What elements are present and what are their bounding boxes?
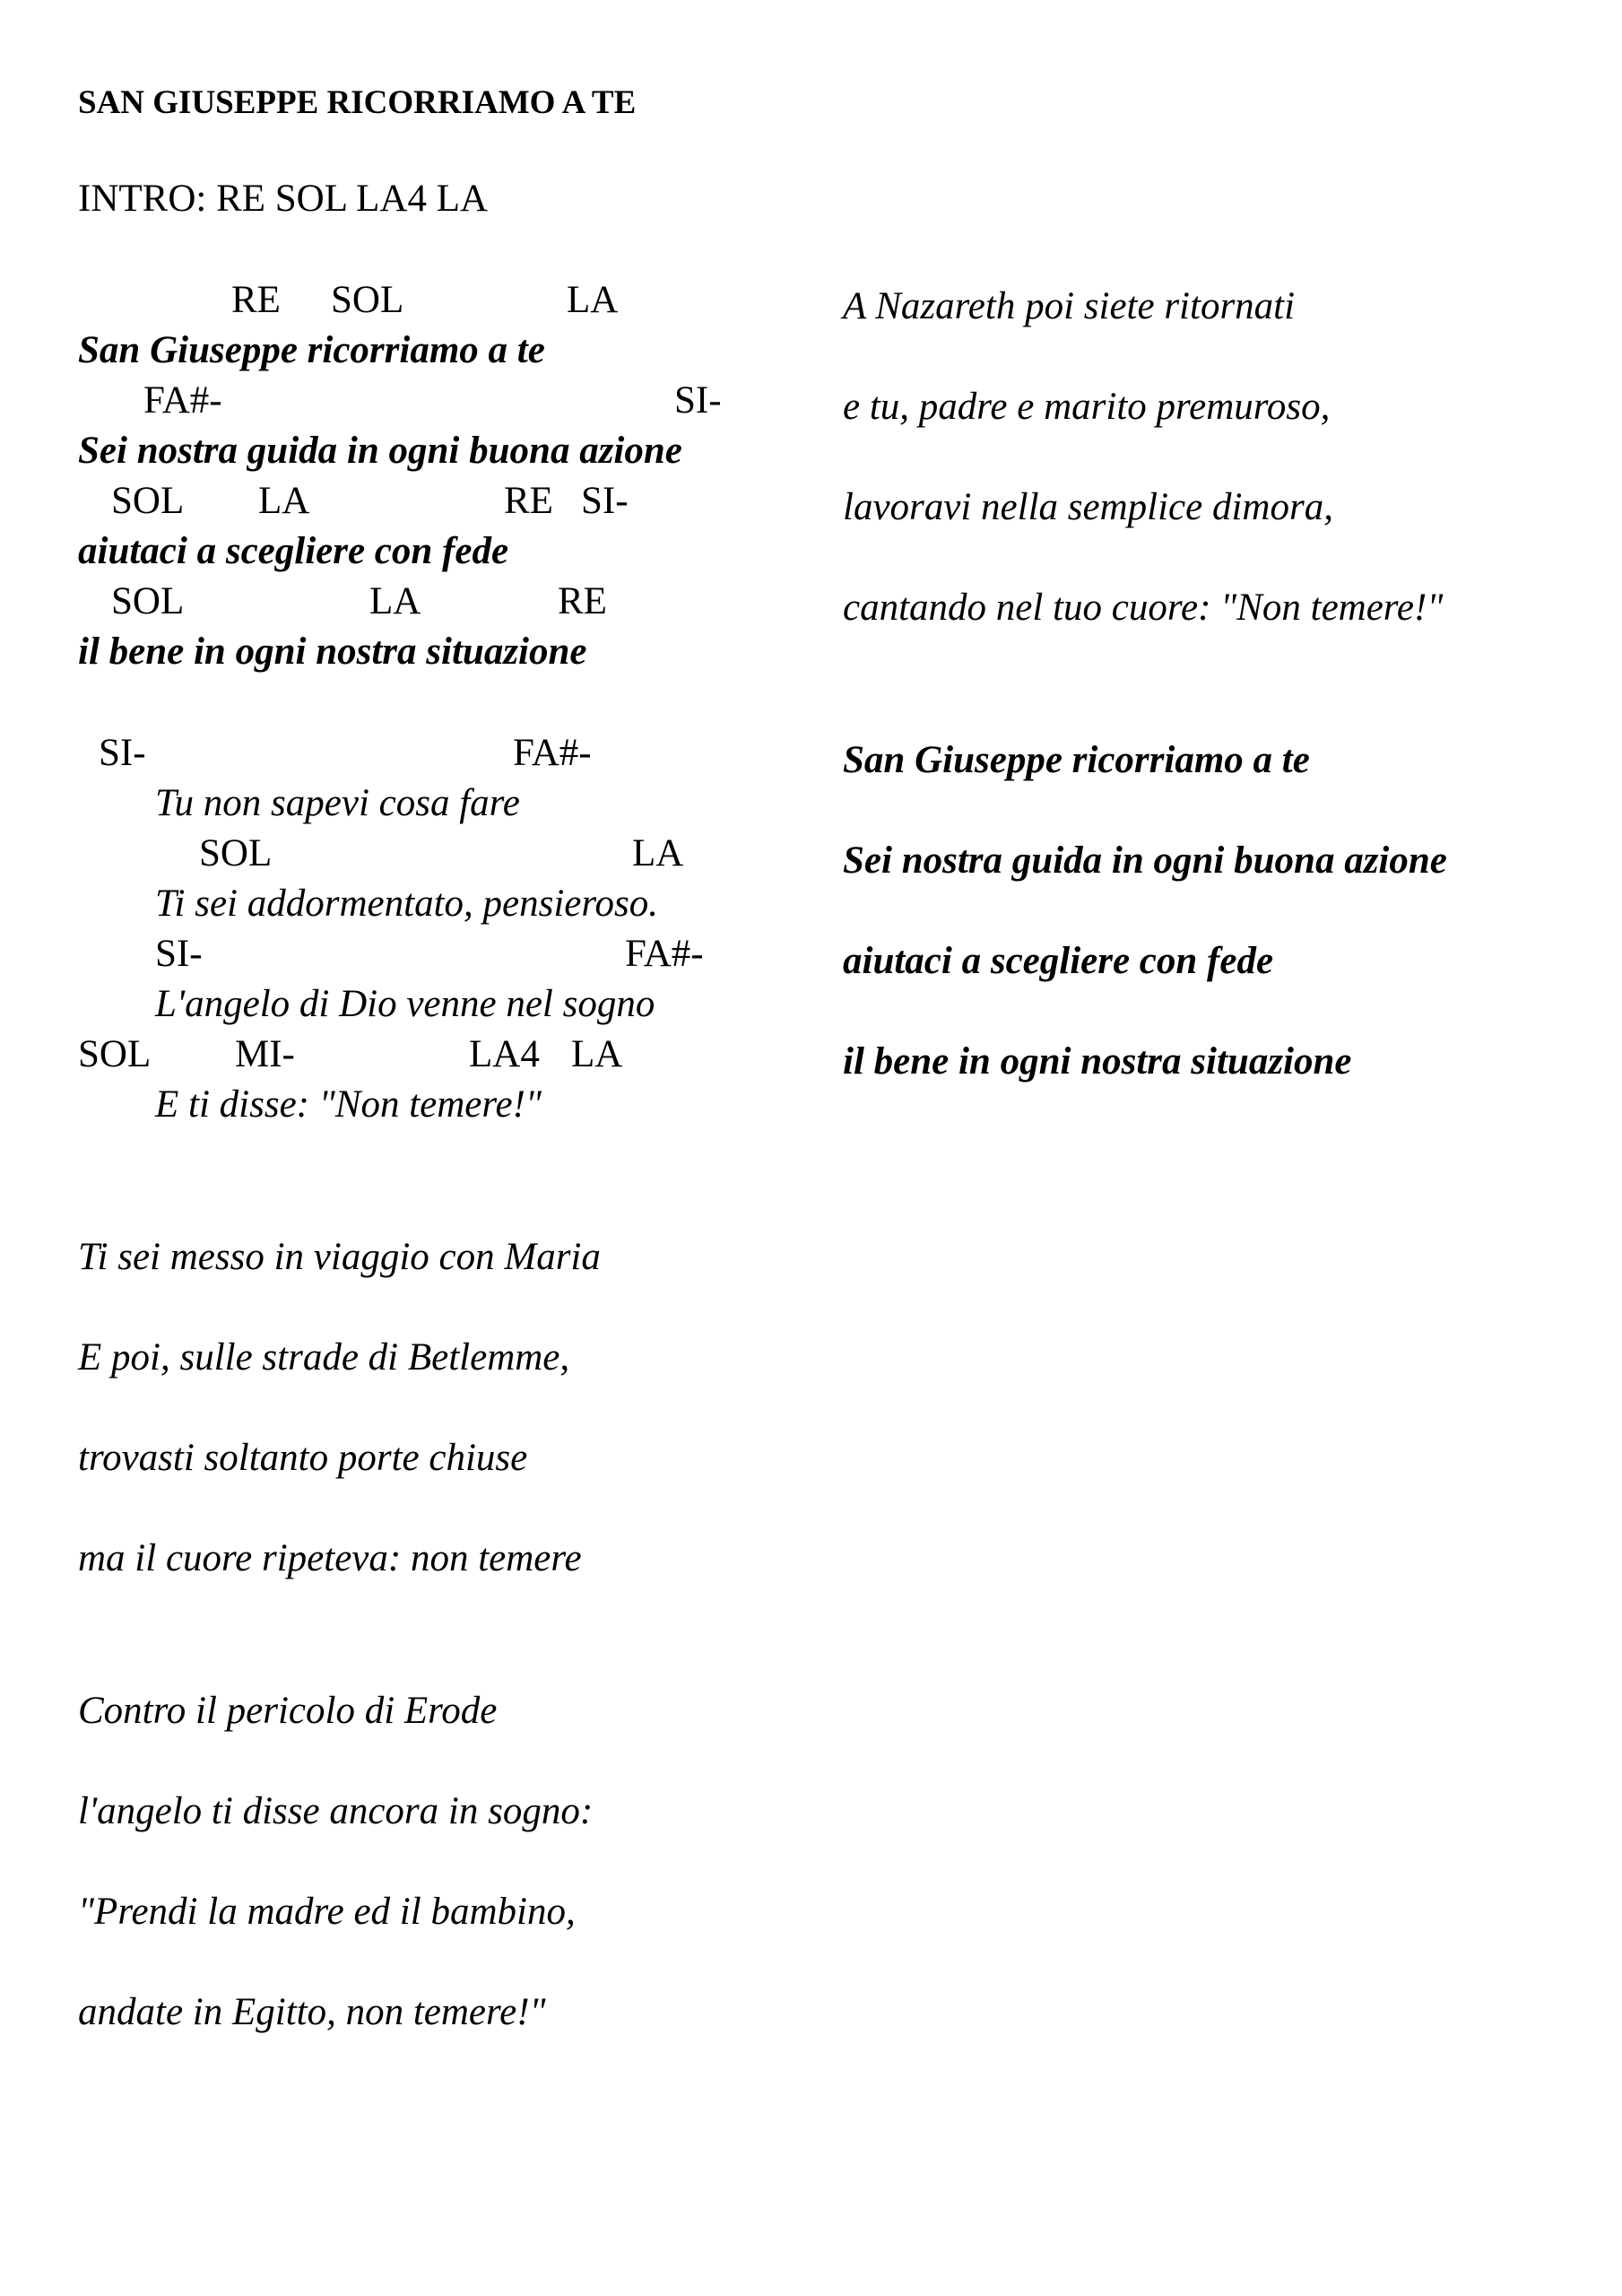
chord: SI- xyxy=(581,480,629,522)
chord: SI- xyxy=(99,732,146,774)
lyric-line: lavoravi nella semplice dimora, xyxy=(843,486,1333,528)
lyric-line: San Giuseppe ricorriamo a te xyxy=(78,329,545,371)
lyric-line: aiutaci a scegliere con fede xyxy=(843,940,1274,982)
chord: RE xyxy=(558,580,607,622)
chord: SOL xyxy=(111,480,185,522)
song-title: SAN GIUSEPPE RICORRIAMO A TE xyxy=(78,84,637,121)
chord: LA xyxy=(632,832,684,874)
lyric-line: "Prendi la madre ed il bambino, xyxy=(78,1891,576,1933)
lyric-line: cantando nel tuo cuore: "Non temere!" xyxy=(843,587,1444,629)
lyric-line: Ti sei addormentato, pensieroso. xyxy=(155,883,658,925)
lyric-line: Sei nostra guida in ogni buona azione xyxy=(843,839,1447,882)
chord: RE xyxy=(504,480,553,522)
lyric-line: l'angelo ti disse ancora in sogno: xyxy=(78,1790,594,1832)
chord: LA xyxy=(567,279,619,321)
lyric-line: Ti sei messo in viaggio con Maria xyxy=(78,1236,601,1278)
chord: FA#- xyxy=(513,732,592,774)
lyric-line: Tu non sapevi cosa fare xyxy=(155,782,520,824)
chord: FA#- xyxy=(625,933,704,975)
lyric-line: E poi, sulle strade di Betlemme, xyxy=(78,1336,570,1378)
lyric-line: San Giuseppe ricorriamo a te xyxy=(843,739,1310,781)
lyric-line: Sei nostra guida in ogni buona azione xyxy=(78,430,682,472)
chord: SOL xyxy=(78,1033,152,1075)
chord: RE xyxy=(231,279,281,321)
lyric-line: trovasti soltanto porte chiuse xyxy=(78,1437,528,1479)
lyric-line: aiutaci a scegliere con fede xyxy=(78,530,509,572)
chord: SOL xyxy=(331,279,404,321)
chord: MI- xyxy=(235,1033,295,1075)
lyric-line: E ti disse: "Non temere!" xyxy=(155,1083,542,1126)
lyric-line: andate in Egitto, non temere!" xyxy=(78,1991,546,2033)
chord: LA xyxy=(571,1033,623,1075)
chord: LA xyxy=(258,480,310,522)
chord: SOL xyxy=(111,580,185,622)
lyric-line: ma il cuore ripeteva: non temere xyxy=(78,1537,582,1579)
lyric-line: e tu, padre e marito premuroso, xyxy=(843,386,1331,428)
chord: SOL xyxy=(199,832,273,874)
chord: SI- xyxy=(155,933,203,975)
chord: FA#- xyxy=(143,379,222,422)
chord: LA4 xyxy=(469,1033,540,1075)
chord: SI- xyxy=(674,379,722,422)
lyric-line: il bene in ogni nostra situazione xyxy=(78,631,587,673)
lyric-line: Contro il pericolo di Erode xyxy=(78,1690,498,1732)
lyric-line: L'angelo di Dio venne nel sogno xyxy=(155,983,655,1025)
chord: LA xyxy=(369,580,421,622)
lyric-line: il bene in ogni nostra situazione xyxy=(843,1040,1352,1083)
lyric-line: A Nazareth poi siete ritornati xyxy=(843,285,1296,327)
intro-chords: INTRO: RE SOL LA4 LA xyxy=(78,178,489,220)
